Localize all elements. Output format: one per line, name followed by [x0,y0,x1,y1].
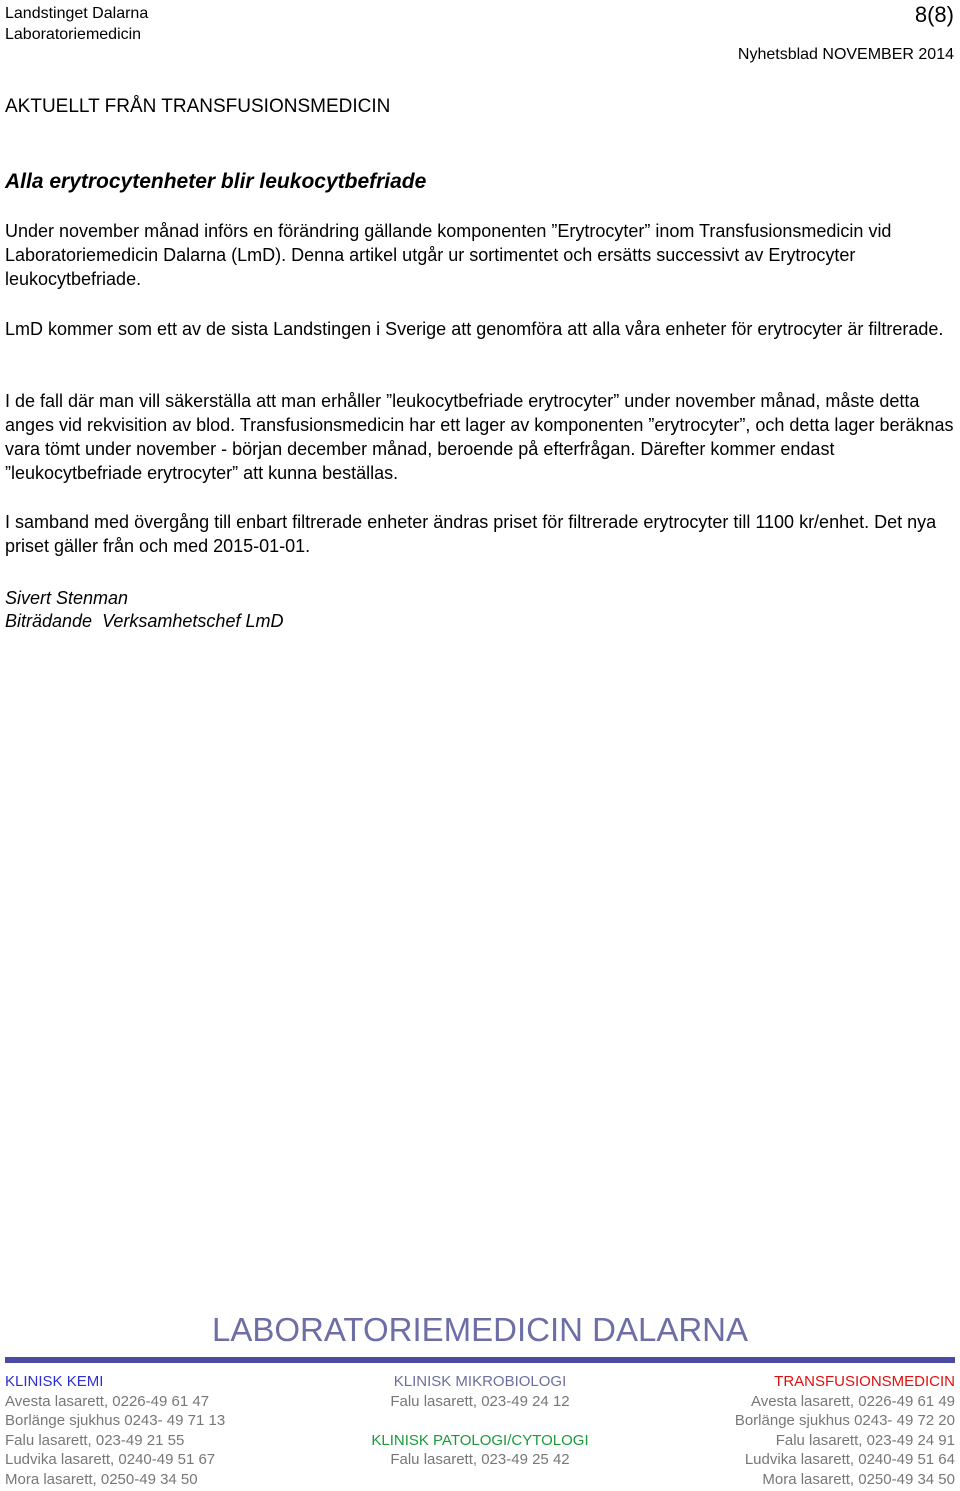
article-paragraph-1: Under november månad införs en förändring gällande komponenten ”Erytrocyter” inom Transfusionsmedicin vid Laboratoriemedicin Dalarna (LmD). Denna artikel utgår ur sortimentet och ersätts successivt av Erytrocyter leukocytbefriade. [5,221,892,289]
article-paragraph-4: I samband med övergång till enbart filtrerade enheter ändras priset för filtrerade erytrocyter till 1100 kr/enhet. Det nya priset gäller från och med 2015-01-01. [5,512,937,556]
footer-contact-line: Avesta lasarett, 0226-49 61 47 [5,1392,210,1410]
footer-divider [5,1357,955,1363]
article-title: Alla erytrocytenheter blir leukocytbefriade [5,170,427,193]
footer-contact-line: Falu lasarett, 023-49 25 42 [390,1451,570,1468]
footer-contact-line: Avesta lasarett, 0226-49 61 49 [750,1392,955,1410]
footer-column-klinisk-kemi [5,1372,225,1489]
footer-contact-line: Ludvika lasarett, 0240-49 51 67 [5,1451,216,1468]
footer-contact-line: Mora lasarett, 0250-49 34 50 [5,1470,198,1488]
footer-heading-klinisk-patologi: KLINISK PATOLOGI/CYTOLOGI [371,1431,589,1449]
footer-column-transfusionsmedicin [735,1372,955,1489]
footer-contact-line: Falu lasarett, 023-49 24 91 [775,1431,955,1449]
article-paragraph-2: LmD kommer som ett av de sista Landstingen i Sverige att genomföra att alla våra enheter för erytrocyter är filtrerade. [5,319,944,339]
signature-role: Biträdande Verksamhetschef LmD [5,611,284,631]
header-org-name: Landstinget Dalarna [5,5,149,22]
footer-heading-klinisk-mikrobiologi: KLINISK MIKROBIOLOGI [393,1373,567,1390]
signature-name: Sivert Stenman [5,588,129,608]
footer-contact-line: Borlänge sjukhus 0243- 49 72 20 [734,1412,955,1429]
header-department: Laboratoriemedicin [5,26,142,43]
footer-contact-line: Mora lasarett, 0250-49 34 50 [762,1470,955,1488]
page-number: 8(8) [914,2,954,27]
section-title: AKTUELLT FRÅN TRANSFUSIONSMEDICIN [5,96,391,117]
newsletter-label: Nyhetsblad NOVEMBER 2014 [737,46,954,63]
footer-contact-line: Borlänge sjukhus 0243- 49 71 13 [5,1412,226,1429]
footer-column-mikrobiologi-patologi [290,1372,670,1470]
footer-title: LABORATORIEMEDICIN DALARNA [211,1311,749,1348]
footer-contact-line: Ludvika lasarett, 0240-49 51 64 [744,1451,955,1468]
footer-contact-line: Falu lasarett, 023-49 21 55 [5,1431,185,1449]
footer-contact-line: Falu lasarett, 023-49 24 12 [390,1392,570,1410]
footer-heading-klinisk-kemi: KLINISK KEMI [5,1373,104,1390]
article-paragraph-3: I de fall där man vill säkerställa att man erhåller ”leukocytbefriade erytrocyter” under november månad, måste detta anges vid rekvisition av blod. Transfusionsmedicin har ett lager av komponenten ”erytrocyter”, och detta lager beräknas vara tömt under november - början december månad, beroende på efterfrågan. Därefter kommer endast ”leukocytbefriade erytrocyter” att kunna beställas. [5,391,954,483]
footer-heading-transfusionsmedicin: TRANSFUSIONSMEDICIN [774,1373,955,1390]
